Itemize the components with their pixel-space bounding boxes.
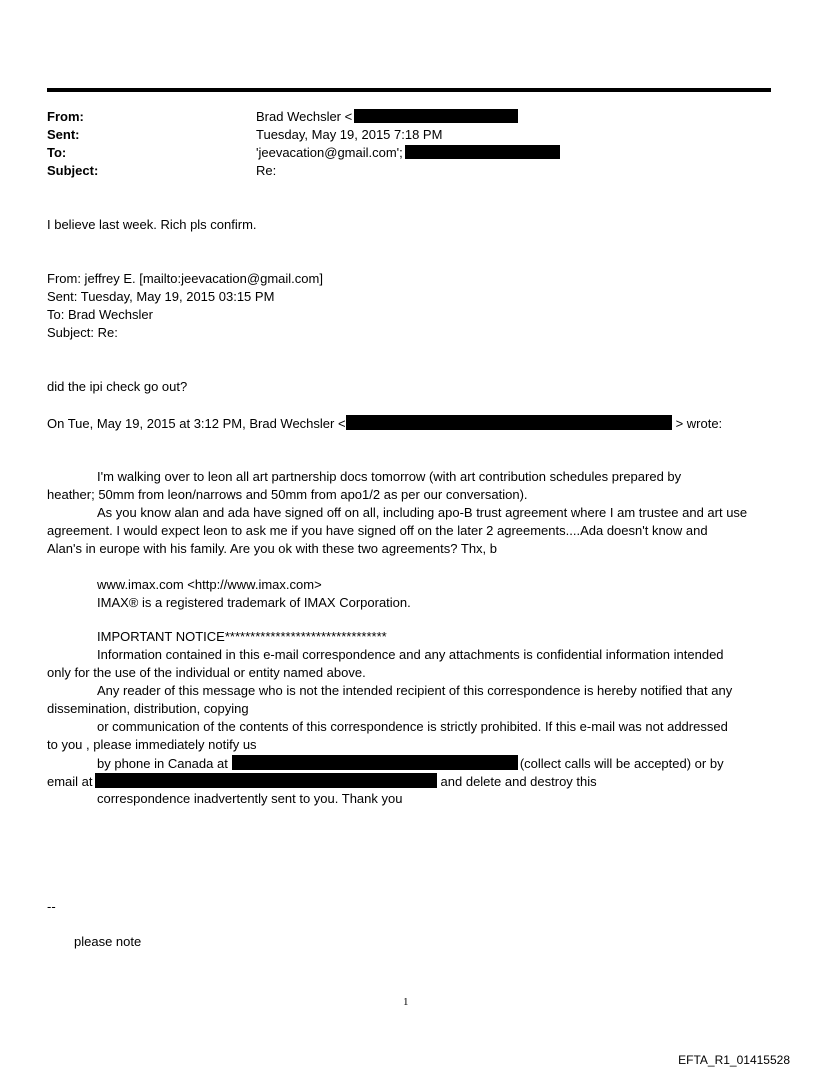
notice-line: Any reader of this message who is not the intended recipient of this correspondence is hereby notified that any [97,683,733,698]
notice-line: dissemination, distribution, copying [47,701,249,716]
to-label: To: [47,145,67,160]
please-note: please note [74,934,142,949]
email-prefix: email at [47,774,93,789]
email-suffix: and delete and destroy this [440,774,597,789]
phone-suffix: (collect calls will be accepted) or by [519,756,724,771]
quoted-from: From: jeffrey E. [mailto:jeevacation@gmail.com] [47,271,323,286]
notice-line-email [47,773,597,789]
reply-text: I believe last week. Rich pls confirm. [47,217,257,232]
on-wrote-suffix: > wrote: [675,416,723,431]
notice-line: Information contained in this e-mail correspondence and any attachments is confidential information intended [97,647,724,662]
redaction-box [405,145,560,159]
body-line: As you know alan and ada have signed off on all, including apo-B trust agreement where I am trustee and art use [97,505,748,520]
to-address: 'jeevacation@gmail.com'; [256,145,403,160]
sent-label: Sent: [47,127,80,142]
imax-url: www.imax.com <http://www.imax.com> [97,577,322,592]
redaction-box [232,755,518,770]
from-label: From: [47,109,84,124]
question-text: did the ipi check go out? [47,379,188,394]
top-rule [47,88,771,92]
from-value [256,109,518,124]
redaction-box [346,415,672,430]
redaction-box [95,773,437,788]
quoted-to: To: Brad Wechsler [47,307,153,322]
notice-line-phone [97,755,724,771]
imax-trademark: IMAX® is a registered trademark of IMAX Corporation. [97,595,411,610]
subject-label: Subject: [47,163,99,178]
on-wrote-line [47,415,722,431]
page-number: 1 [403,996,409,1008]
notice-line: correspondence inadvertently sent to you. Thank you [97,791,403,806]
on-wrote-prefix: On Tue, May 19, 2015 at 3:12 PM, Brad Wechsler < [47,416,346,431]
body-line: Alan's in europe with his family. Are you ok with these two agreements? Thx, b [47,541,498,556]
quoted-subject: Subject: Re: [47,325,118,340]
notice-line: only for the use of the individual or entity named above. [47,665,366,680]
quoted-sent: Sent: Tuesday, May 19, 2015 03:15 PM [47,289,275,304]
signature-separator: -- [47,899,56,914]
redaction-box [354,109,518,123]
sent-value: Tuesday, May 19, 2015 7:18 PM [256,127,443,142]
to-value [256,145,560,160]
document-id: EFTA_R1_01415528 [678,1053,790,1067]
notice-line: or communication of the contents of this correspondence is strictly prohibited. If this e-mail was not addressed [97,719,728,734]
body-line: heather; 50mm from leon/narrows and 50mm from apo1/2 as per our conversation). [47,487,528,502]
from-name: Brad Wechsler < [256,109,353,124]
notice-title: IMPORTANT NOTICE******************************** [97,629,387,644]
body-line: agreement. I would expect leon to ask me if you have signed off on the later 2 agreements....Ada doesn't know and [47,523,708,538]
notice-line: to you , please immediately notify us [47,737,257,752]
phone-prefix: by phone in Canada at [97,756,228,771]
subject-value: Re: [256,163,277,178]
body-line: I'm walking over to leon all art partnership docs tomorrow (with art contribution schedules prepared by [97,469,682,484]
